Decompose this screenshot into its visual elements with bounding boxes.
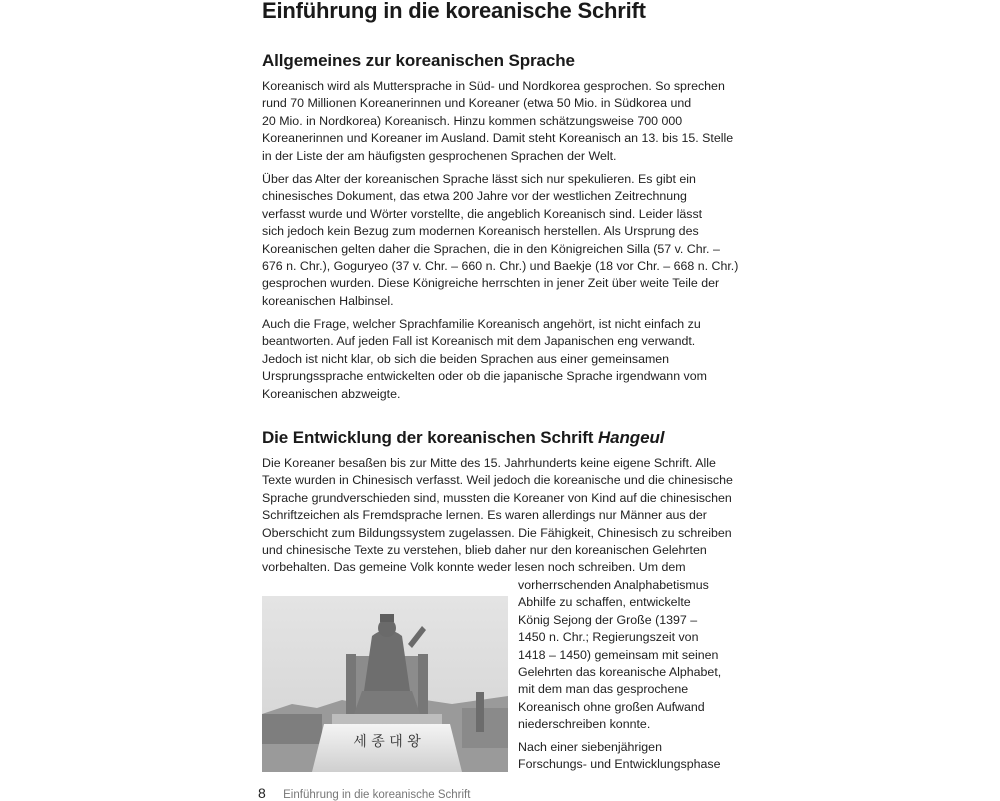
chapter-heading: Einführung in die koreanische Schrift	[262, 0, 646, 23]
text-line: Koreanischen abzweigte.	[262, 386, 401, 401]
section-title-text: Die Entwicklung der koreanischen Schrift	[262, 428, 598, 447]
text-line: Schriftzeichen als Fremdsprache lernen. Es waren allerdings nur Männer aus der	[262, 508, 707, 523]
text-line: beantworten. Auf jeden Fall ist Koreanisch mit dem Japanischen eng verwandt.	[262, 334, 696, 349]
paragraph-history	[262, 455, 742, 577]
sejong-statue-photo	[262, 596, 508, 772]
text-line: Gelehrten das koreanische Alphabet,	[518, 665, 722, 680]
text-line: in der Liste der am häufigsten gesprochenen Sprachen der Welt.	[262, 148, 617, 163]
page-footer	[258, 785, 470, 801]
text-line: sich jedoch kein Bezug zum modernen Koreanisch herstellen. Als Ursprung des	[262, 224, 699, 239]
text-line: Oberschicht zum Bildungssystem zugelassen. Die Fähigkeit, Chinesisch zu schreiben	[262, 525, 732, 540]
text-line: Über das Alter der koreanischen Sprache lässt sich nur spekulieren. Es gibt ein	[262, 172, 696, 186]
text-line: mit dem man das gesprochene	[518, 682, 689, 697]
text-line: Sprache grundverschieden sind, mussten die Koreaner von Kind auf die chinesischen	[262, 490, 732, 505]
text-line: 20 Mio. in Nordkorea) Koreanisch. Hinzu kommen schätzungsweise 700 000	[262, 113, 683, 128]
text-line: Texte wurden in Chinesisch verfasst. Weil jedoch die koreanische und die chinesische	[262, 473, 733, 488]
text-line: Die Koreaner besaßen bis zur Mitte des 15. Jahrhunderts keine eigene Schrift. Alle	[262, 456, 716, 470]
text-line: Koreanerinnen und Koreaner im Ausland. Damit steht Koreanisch an 13. bis 15. Stelle	[262, 131, 734, 146]
text-line: Jedoch ist nicht klar, ob sich die beiden Sprachen aus einer gemeinsamen	[262, 351, 670, 366]
running-title: Einführung in die koreanische Schrift	[283, 789, 471, 801]
text-line: koreanischen Halbinsel.	[262, 293, 394, 308]
page-number: 8	[258, 785, 266, 801]
text-line: und chinesische Texte zu verstehen, blieb daher nur den koreanischen Gelehrten	[262, 543, 707, 558]
section-title-italic: Hangeul	[597, 428, 665, 447]
text-line: chinesisches Dokument, das etwa 200 Jahre vor der westlichen Zeitrechnung	[262, 189, 687, 204]
pedestal-inscription: 세 종 대 왕	[353, 734, 421, 750]
paragraph-origin	[262, 171, 742, 310]
text-line: rund 70 Millionen Koreanerinnen und Koreaner (etwa 50 Mio. in Südkorea und	[262, 96, 692, 111]
buildings-right	[462, 708, 508, 748]
tower	[476, 692, 484, 732]
text-line: Ursprungssprache entwickelten oder ob die japanische Sprache irgendwann vom	[262, 369, 707, 384]
text-line: 1418 – 1450) gemeinsam mit seinen	[518, 647, 719, 662]
statue-illustration	[262, 596, 508, 772]
text-line: niederschreiben konnte.	[518, 717, 651, 732]
section-heading-general: Allgemeines zur koreanischen Sprache	[262, 51, 575, 70]
text-line: König Sejong der Große (1397 –	[518, 612, 698, 627]
text-line: gesprochen wurden. Diese Königreiche herrschten in jener Zeit über weite Teile der	[262, 276, 720, 291]
section-heading-hangeul	[262, 428, 664, 448]
text-line: Koreanisch ohne großen Aufwand	[518, 699, 705, 714]
text-line: 676 n. Chr.), Goguryeo (37 v. Chr. – 660 n. Chr.) und Baekje (18 vor Chr. – 668 n. Chr.)	[262, 259, 739, 274]
text-line: verfasst wurde und Wörter vorstellte, die angeblich Koreanisch sind. Leider lässt	[262, 206, 703, 221]
paragraph-sejong	[518, 577, 744, 734]
text-line: 1450 n. Chr.; Regierungszeit von	[518, 630, 699, 645]
paragraph-speakers	[262, 78, 742, 165]
text-line: vorherrschenden Analphabetismus	[518, 578, 709, 592]
text-line: Nach einer siebenjährigen	[518, 740, 662, 754]
trees-left	[262, 714, 322, 744]
text-line: Koreanischen gelten daher die Sprachen, die in den Königreichen Silla (57 v. Chr. –	[262, 241, 720, 256]
text-line: Forschungs- und Entwicklungsphase	[518, 757, 721, 772]
text-line: Koreanisch wird als Muttersprache in Süd- und Nordkorea gesprochen. So sprechen	[262, 79, 725, 93]
text-line: Auch die Frage, welcher Sprachfamilie Koreanisch angehört, ist nicht einfach zu	[262, 317, 701, 331]
paragraph-language-family	[262, 316, 742, 403]
text-line: vorbehalten. Das gemeine Volk konnte weder lesen noch schreiben. Um dem	[262, 560, 686, 575]
text-line: Abhilfe zu schaffen, entwickelte	[518, 595, 691, 610]
paragraph-research-phase	[518, 739, 744, 774]
pedestal-top	[332, 714, 442, 724]
